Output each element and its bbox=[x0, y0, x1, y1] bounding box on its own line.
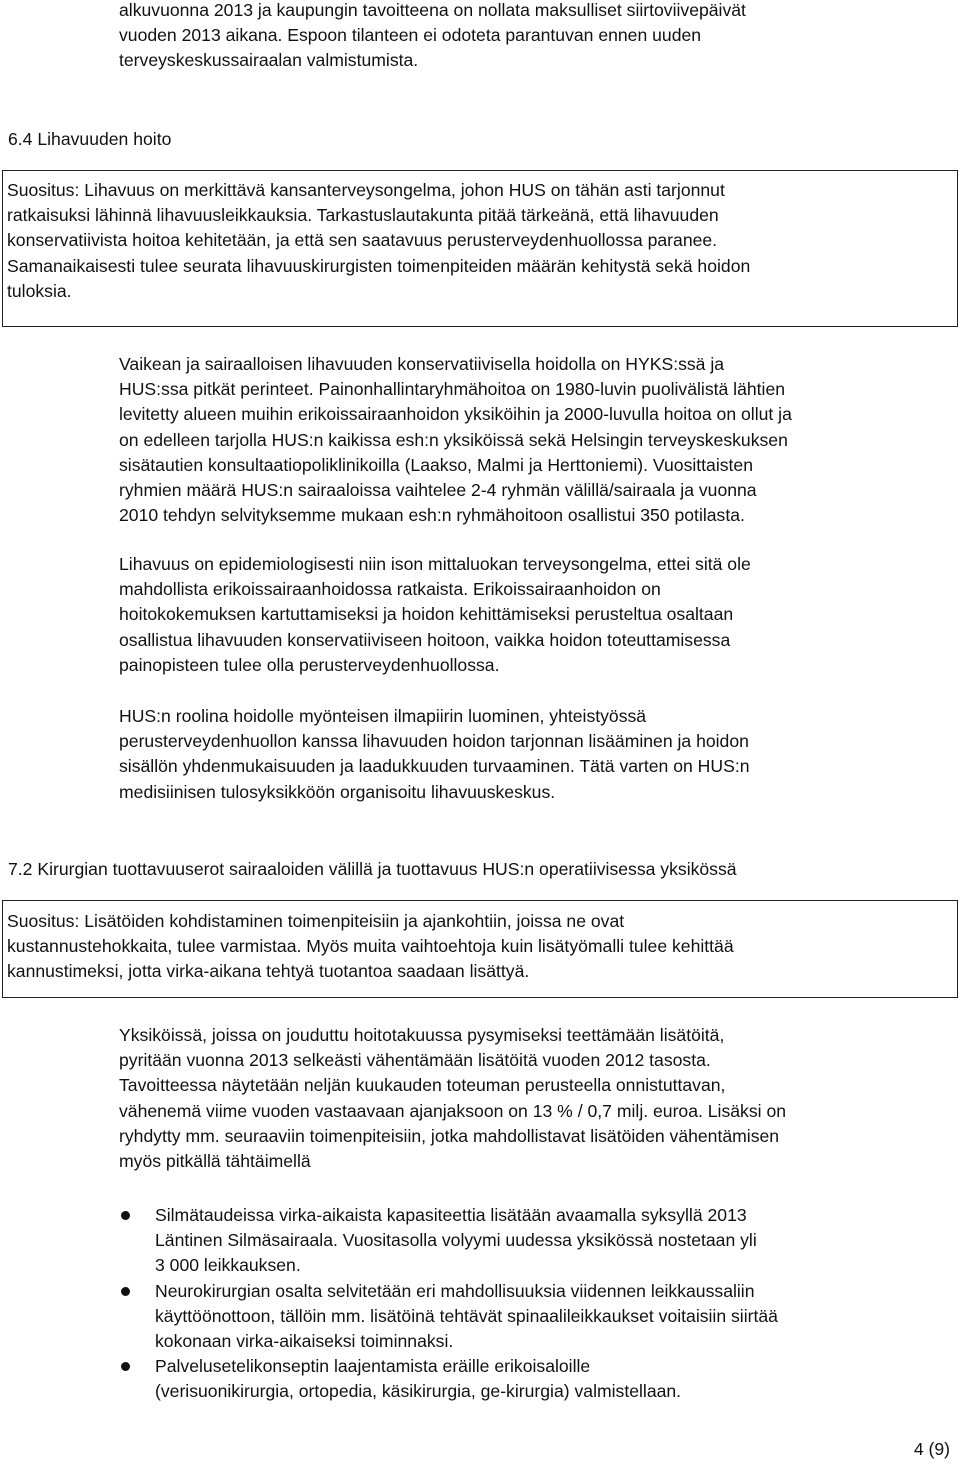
bullet-icon bbox=[121, 1362, 130, 1371]
text-line: myös pitkällä tähtäimellä bbox=[119, 1150, 311, 1171]
recommendation-line: Samanaikaisesti tulee seurata lihavuuskirurgisten toimenpiteiden määrän kehitystä sekä hoidon bbox=[7, 255, 751, 276]
text-line: vuoden 2013 aikana. Espoon tilanteen ei odoteta parantuvan ennen uuden bbox=[119, 25, 702, 46]
recommendation-line: konservatiivista hoitoa kehitetään, ja että sen saatavuus perusterveydenhuollossa paranee. bbox=[7, 230, 718, 251]
page-number: 4 (9) bbox=[913, 1439, 950, 1459]
text-line: Silmätaudeissa virka-aikaista kapasiteettia lisätään avaamalla syksyllä 2013 bbox=[155, 1205, 747, 1225]
body-paragraph bbox=[119, 352, 792, 528]
recommendation-box-6-4 bbox=[2, 170, 958, 327]
text-line: osallistua lihavuuden konservatiiviseen hoitoon, vaikka hoidon toteuttamisessa bbox=[119, 629, 731, 650]
measures-bullet-list bbox=[119, 1203, 778, 1405]
text-line: kokonaan virka-aikaiseksi toiminnaksi. bbox=[155, 1330, 454, 1351]
text-line: hoitokokemuksen kartuttamiseksi ja hoidon kehittämiseksi perusteltua osaltaan bbox=[119, 604, 734, 625]
text-line: ryhdytty mm. seuraaviin toimenpiteisiin, jotka mahdollistavat lisätöiden vähentämisen bbox=[119, 1125, 780, 1146]
text-line: alkuvuonna 2013 ja kaupungin tavoitteena on nollata maksulliset siirtoviivepäivät bbox=[119, 0, 746, 20]
text-line: sisällön yhdenmukaisuuden ja laadukkuuden turvaaminen. Tätä varten on HUS:n bbox=[119, 756, 750, 777]
text-line: medisiinisen tulosyksikköön organisoitu lihavuuskeskus. bbox=[119, 781, 556, 802]
recommendation-line: tuloksia. bbox=[7, 280, 72, 301]
text-line: Yksiköissä, joissa on jouduttu hoitotakuussa pysymiseksi teettämään lisätöitä, bbox=[119, 1025, 725, 1045]
bullet-icon bbox=[121, 1287, 130, 1296]
list-item bbox=[119, 1354, 778, 1404]
body-paragraph bbox=[119, 704, 750, 805]
text-line: mahdollista erikoissairaanhoidossa ratkaista. Erikoissairaanhoidon on bbox=[119, 579, 661, 600]
text-line: painopisteen tulee olla perusterveydenhuollossa. bbox=[119, 654, 500, 675]
text-line: Läntinen Silmäsairaala. Vuositasolla volyymi uudessa yksikössä nostetaan yli bbox=[155, 1230, 757, 1251]
text-line: pyritään vuonna 2013 selkeästi vähentämään lisätöitä vuoden 2012 tasosta. bbox=[119, 1050, 711, 1071]
body-paragraph bbox=[119, 1023, 786, 1174]
text-line: Vaikean ja sairaalloisen lihavuuden konservatiivisella hoidolla on HYKS:ssä ja bbox=[119, 354, 725, 374]
list-item bbox=[119, 1279, 778, 1355]
section-heading-7-2: 7.2 Kirurgian tuottavuuserot sairaaloiden välillä ja tuottavuus HUS:n operatiivisessa yksikössä bbox=[8, 859, 737, 879]
text-line: ryhmien määrä HUS:n sairaaloissa vaihtelee 2-4 ryhmän välillä/sairaala ja vuonna bbox=[119, 479, 757, 500]
intro-paragraph bbox=[119, 0, 746, 74]
text-line: on edelleen tarjolla HUS:n kaikissa esh:n yksiköissä sekä Helsingin terveyskeskuksen bbox=[119, 429, 788, 450]
list-item bbox=[119, 1203, 778, 1279]
recommendation-box-7-2 bbox=[2, 900, 958, 998]
text-line: levitetty alueen muihin erikoissairaanhoidon yksiköihin ja 2000-luvulla hoitoa on ollut ja bbox=[119, 404, 792, 425]
text-line: HUS:n roolina hoidolle myönteisen ilmapiirin luominen, yhteistyössä bbox=[119, 706, 647, 726]
bullet-icon bbox=[121, 1211, 130, 1220]
recommendation-line: ratkaisuksi lähinnä lihavuusleikkauksia. Tarkastuslautakunta pitää tärkeänä, että lihavuuden bbox=[7, 205, 719, 226]
text-line: terveyskeskussairaalan valmistumista. bbox=[119, 50, 419, 71]
recommendation-line: kannustimeksi, jotta virka-aikana tehtyä tuotantoa saadaan lisättyä. bbox=[7, 961, 530, 982]
text-line: käyttöönottoon, tällöin mm. lisätöinä tehtävät spinaalileikkaukset voitaisiin siirtää bbox=[155, 1305, 778, 1326]
text-line: perusterveydenhuollon kanssa lihavuuden hoidon tarjonnan lisääminen ja hoidon bbox=[119, 731, 749, 752]
body-paragraph bbox=[119, 552, 751, 678]
recommendation-line: kustannustehokkaita, tulee varmistaa. Myös muita vaihtoehtoja kuin lisätyömalli tulee kehittää bbox=[7, 936, 734, 957]
text-line: (verisuonikirurgia, ortopedia, käsikirurgia, ge-kirurgia) valmistellaan. bbox=[155, 1381, 682, 1402]
recommendation-line: Suositus: Lihavuus on merkittävä kansanterveysongelma, johon HUS on tähän asti tarjonnut bbox=[7, 180, 725, 200]
text-line: Neurokirurgian osalta selvitetään eri mahdollisuuksia viidennen leikkaussaliin bbox=[155, 1280, 755, 1301]
text-line: 3 000 leikkauksen. bbox=[155, 1255, 301, 1276]
section-heading-6-4: 6.4 Lihavuuden hoito bbox=[8, 129, 172, 149]
text-line: sisätautien konsultaatiopoliklinikoilla (Laakso, Malmi ja Herttoniemi). Vuosittaisten bbox=[119, 454, 753, 475]
text-line: 2010 tehdyn selvityksemme mukaan esh:n ryhmähoitoon osallistui 350 potilasta. bbox=[119, 505, 745, 526]
text-line: Tavoitteessa näytetään neljän kuukauden toteuman perusteella onnistuttavan, bbox=[119, 1075, 726, 1096]
text-line: vähenemä viime vuoden vastaavaan ajanjaksoon on 13 % / 0,7 milj. euroa. Lisäksi on bbox=[119, 1100, 787, 1121]
text-line: HUS:ssa pitkät perinteet. Painonhallintaryhmähoitoa on 1980-luvin puolivälistä lähtien bbox=[119, 379, 786, 400]
text-line: Lihavuus on epidemiologisesti niin ison mittaluokan terveysongelma, ettei sitä ole bbox=[119, 554, 751, 574]
text-line: Palvelusetelikonseptin laajentamista eräille erikoisaloille bbox=[155, 1356, 591, 1377]
recommendation-line: Suositus: Lisätöiden kohdistaminen toimenpiteisiin ja ajankohtiin, joissa ne ovat bbox=[7, 911, 625, 931]
